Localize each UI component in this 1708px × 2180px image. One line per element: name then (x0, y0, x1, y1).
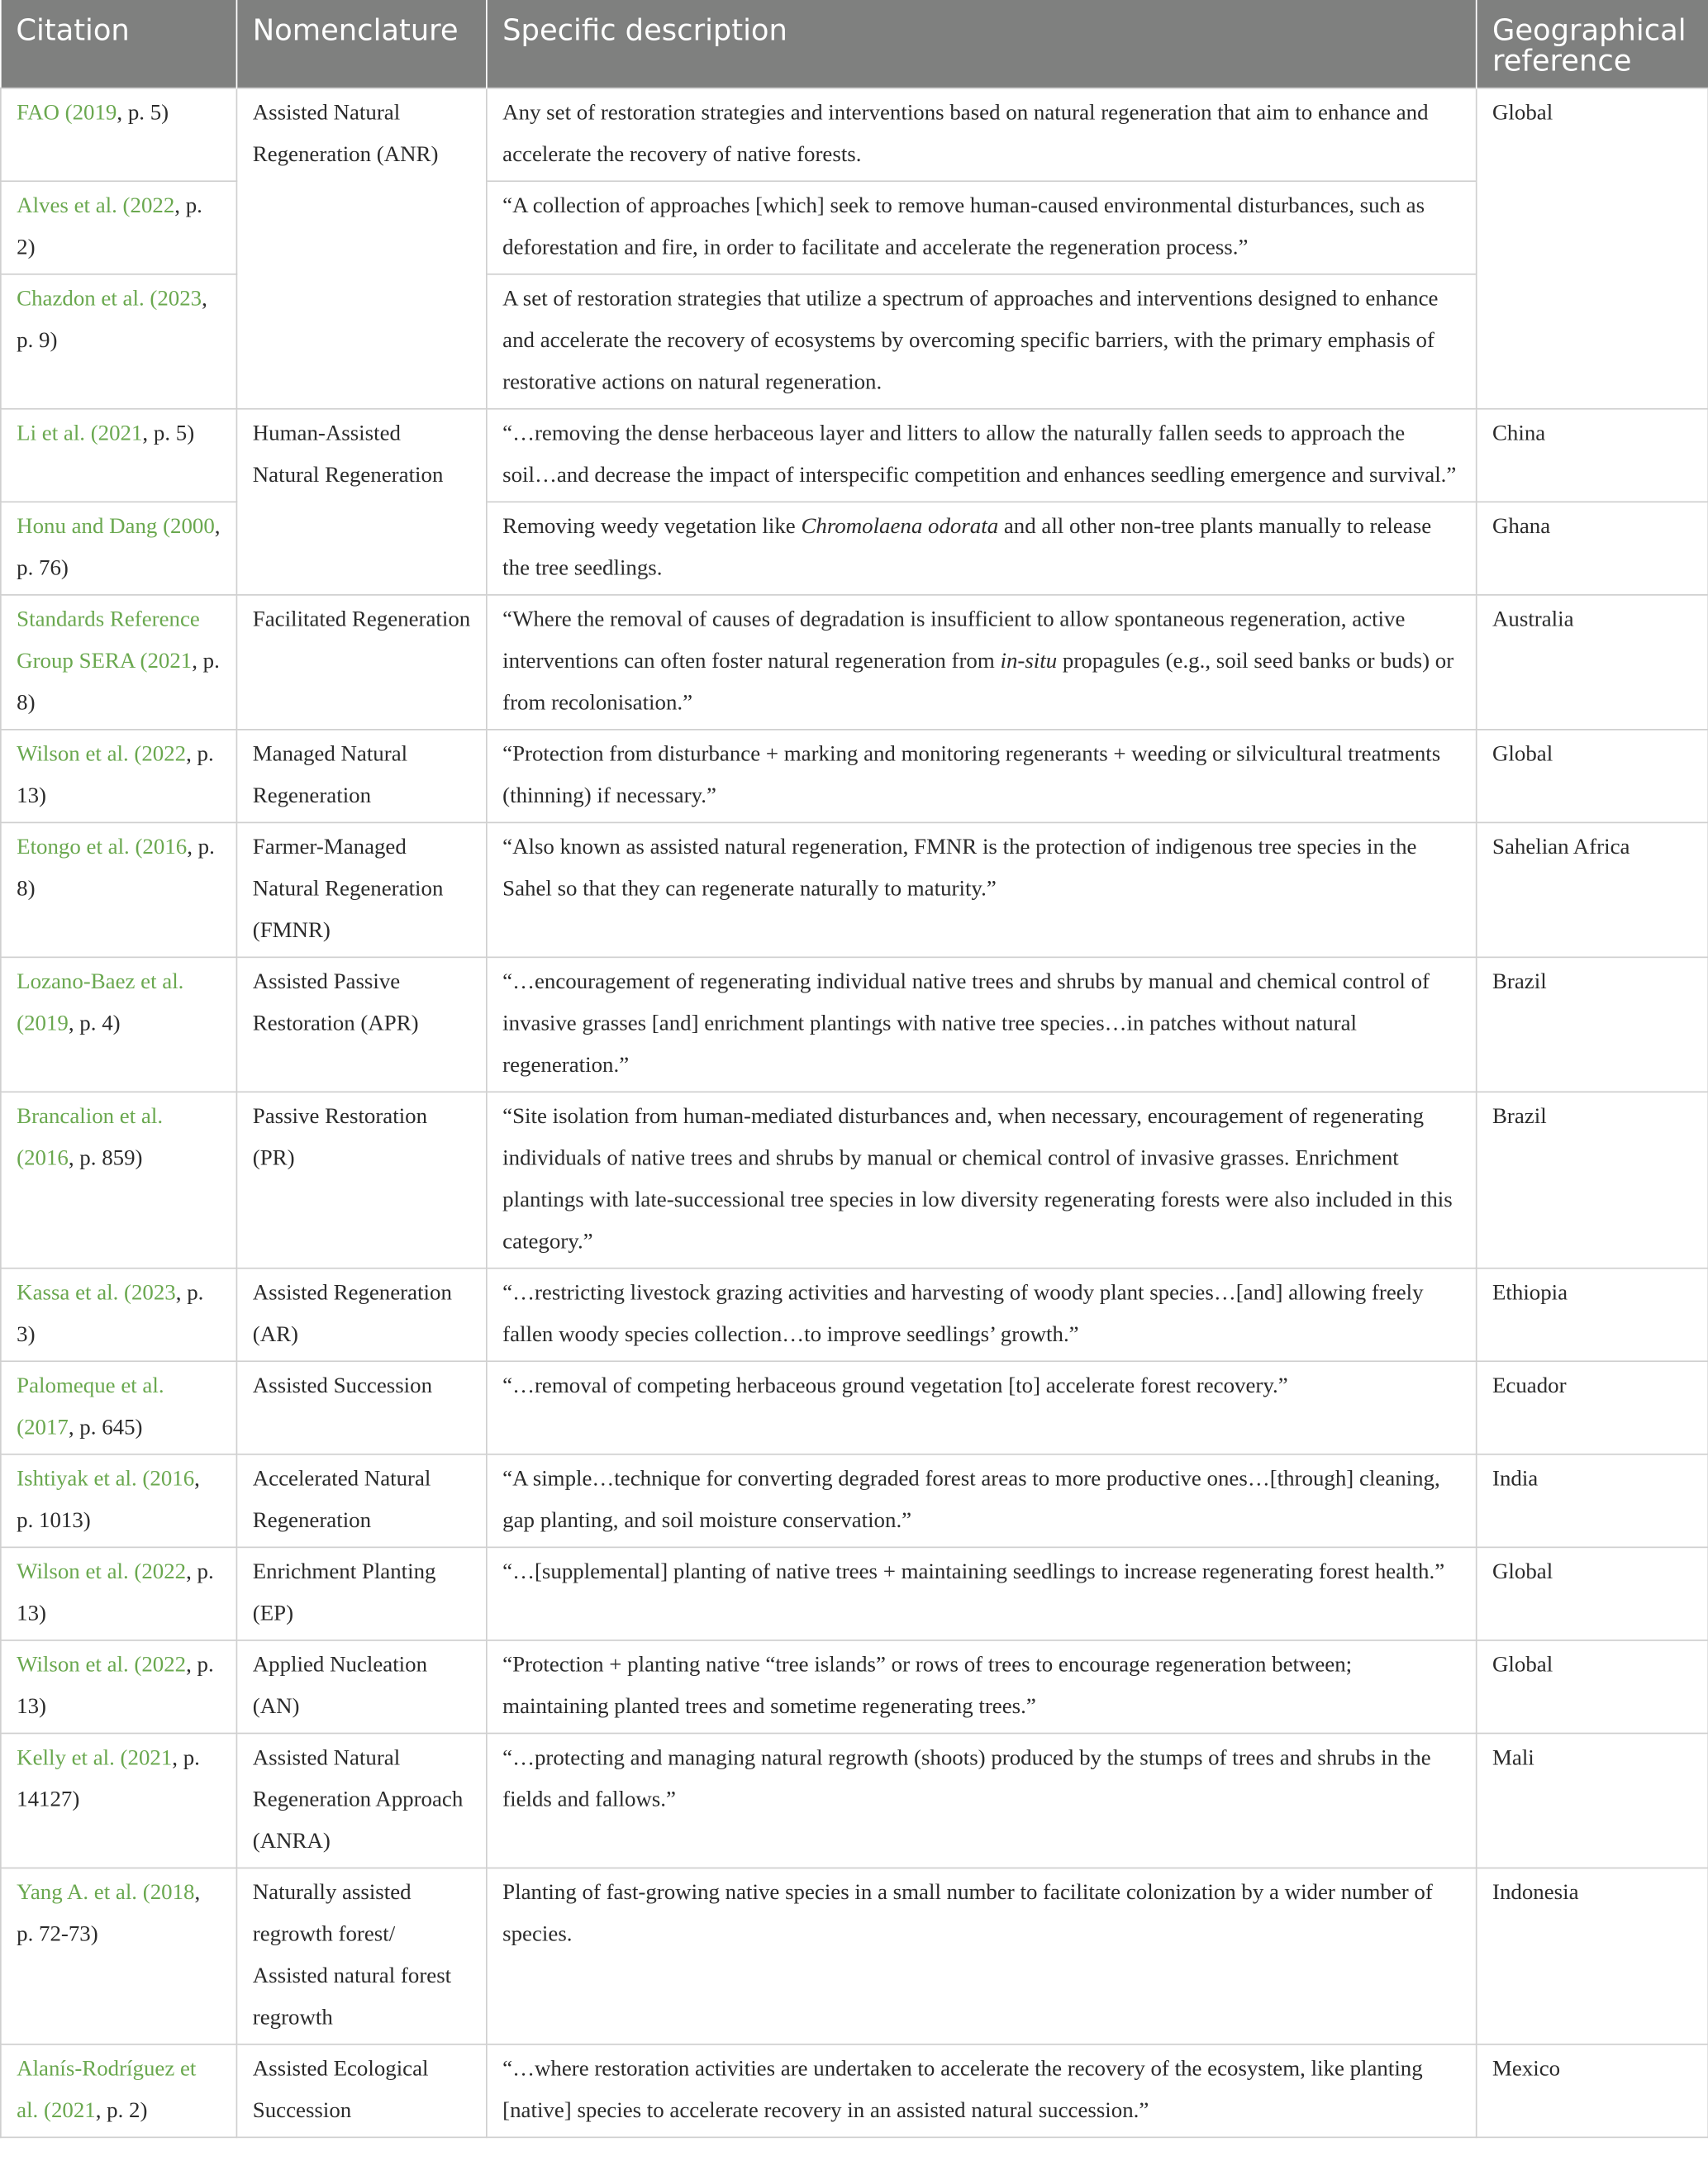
nomenclature-cell: Assisted Regeneration (AR) (236, 1268, 486, 1362)
nomenclature-cell: Assisted Ecological Succession (236, 2044, 486, 2138)
geography-cell: Brazil (1477, 957, 1708, 1092)
citation-cell (1, 1092, 237, 1268)
nomenclature-cell: Assisted Passive Restoration (APR) (236, 957, 486, 1092)
geography-cell: Sahelian Africa (1477, 822, 1708, 957)
description-text: A set of restoration strategies that utilize a spectrum of approaches and interventions designed to enhance and accelerate the recovery of ecosystems by overcoming specific barriers, with the primary emphasis of restorative actions on natural regeneration. (502, 287, 1439, 395)
description-text: “…protecting and managing natural regrowth (shoots) produced by the stumps of trees and shrubs in the fields and fallows.” (502, 1746, 1431, 1812)
description-cell (487, 1454, 1477, 1548)
citation-cell (1, 502, 237, 595)
description-text: Planting of fast-growing native species in a small number to facilitate colonization by a wider number of species. (502, 1881, 1433, 1947)
geography-cell: Mexico (1477, 2044, 1708, 2138)
geography-cell: Ecuador (1477, 1361, 1708, 1454)
description-text: “…removing the dense herbaceous layer and litters to allow the naturally fallen seeds to approach the soil…and decrease the impact of interspecific competition and enhances seedling emergence and survival.” (502, 421, 1457, 488)
table-row (1, 1547, 1708, 1640)
citation-cell (1, 88, 237, 182)
table-row (1, 1733, 1708, 1868)
citation-link[interactable]: Etongo et al. (2016 (17, 835, 188, 859)
citation-link[interactable]: Alves et al. (2022 (17, 194, 175, 218)
citation-link[interactable]: Yang A. et al. (2018 (17, 1881, 195, 1905)
table-row (1, 1092, 1708, 1268)
description-text: “Site isolation from human-mediated disturbances and, when necessary, encouragement of regenerating individuals of native trees and shrubs by manual or chemical control of invasive grasses. Enrichment plantings with late-successional tree species in low diversity regenerating forests were also included in this category.” (502, 1105, 1453, 1254)
citation-page: , p. 13) (17, 742, 214, 808)
geography-cell: Indonesia (1477, 1868, 1708, 2044)
description-cell (487, 957, 1477, 1092)
description-cell (487, 1547, 1477, 1640)
italic-term: Chromolaena odorata (801, 515, 999, 539)
nomenclature-cell: Assisted Natural Regeneration Approach (ANRA) (236, 1733, 486, 1868)
nomenclature-cell: Facilitated Regeneration (236, 595, 486, 730)
description-text: and all other non-tree plants manually to release the tree seedlings. (502, 515, 1432, 581)
nomenclature-cell: Assisted Succession (236, 1361, 486, 1454)
geography-cell: India (1477, 1454, 1708, 1548)
header-nomenclature: Nomenclature (236, 0, 486, 88)
citation-cell (1, 730, 237, 823)
description-cell (487, 181, 1477, 274)
description-cell (487, 409, 1477, 502)
header-citation: Citation (1, 0, 237, 88)
description-text: “…encouragement of regenerating individual native trees and shrubs by manual and chemical control of invasive grasses [and] enrichment plantings with native tree species…in patches without natural regeneration.” (502, 970, 1430, 1078)
geography-cell: Ghana (1477, 502, 1708, 595)
description-text: “Protection + planting native “tree islands” or rows of trees to encourage regeneration between; maintaining planted trees and sometime regenerating trees.” (502, 1653, 1353, 1719)
description-text: “A collection of approaches [which] seek to remove human-caused environmental disturbances, such as deforestation and fire, in order to facilitate and accelerate the regeneration process.” (502, 194, 1425, 260)
citation-cell (1, 181, 237, 274)
geography-cell: Global (1477, 730, 1708, 823)
table-body (1, 88, 1708, 2138)
italic-term: in-situ (1000, 650, 1058, 674)
citation-cell (1, 1268, 237, 1362)
description-text: “Also known as assisted natural regeneration, FMNR is the protection of indigenous tree species in the Sahel so that they can regenerate naturally to maturity.” (502, 835, 1417, 902)
citation-page: , p. 13) (17, 1653, 214, 1719)
citation-cell (1, 822, 237, 957)
nomenclature-cell: Human-Assisted Natural Regeneration (236, 409, 486, 595)
citation-link[interactable]: Standards Reference Group SERA (2021 (17, 607, 200, 674)
citation-link[interactable]: Kassa et al. (2023 (17, 1281, 176, 1306)
description-text: propagules (e.g., soil seed banks or buds) or from recolonisation.” (502, 650, 1454, 716)
nomenclature-cell: Naturally assisted regrowth forest/ Assisted natural forest regrowth (236, 1868, 486, 2044)
citation-cell (1, 2044, 237, 2138)
description-cell (487, 1640, 1477, 1734)
table-row (1, 730, 1708, 823)
geography-cell: Mali (1477, 1733, 1708, 1868)
citation-cell (1, 409, 237, 502)
citation-page: , p. 76) (17, 515, 221, 581)
header-row (1, 0, 1708, 88)
citation-cell (1, 1547, 237, 1640)
citation-page: , p. 72-73) (17, 1881, 201, 1947)
description-cell (487, 502, 1477, 595)
nomenclature-cell: Farmer-Managed Natural Regeneration (FMNR) (236, 822, 486, 957)
citation-cell (1, 1361, 237, 1454)
citation-link[interactable]: Wilson et al. (2022 (17, 742, 187, 767)
citation-page: , p. 2) (95, 2099, 148, 2123)
geography-cell: Global (1477, 88, 1708, 409)
description-cell (487, 88, 1477, 182)
citation-link[interactable]: Palomeque et al. (2017 (17, 1374, 164, 1440)
geography-cell: Ethiopia (1477, 1268, 1708, 1362)
geography-cell: Australia (1477, 595, 1708, 730)
citation-page: , p. 13) (17, 1560, 214, 1626)
description-cell (487, 730, 1477, 823)
table-row (1, 2044, 1708, 2138)
table-row (1, 409, 1708, 502)
citation-page: , p. 645) (68, 1416, 143, 1440)
description-cell (487, 1092, 1477, 1268)
nomenclature-cell: Passive Restoration (PR) (236, 1092, 486, 1268)
citation-link[interactable]: Wilson et al. (2022 (17, 1560, 187, 1584)
geography-cell: Global (1477, 1547, 1708, 1640)
table-row (1, 595, 1708, 730)
description-cell (487, 1268, 1477, 1362)
description-cell (487, 822, 1477, 957)
description-cell (487, 1868, 1477, 2044)
description-text: “…restricting livestock grazing activities and harvesting of woody plant species…[and] allowing freely fallen woody species collection…to improve seedlings’ growth.” (502, 1281, 1424, 1347)
citation-link[interactable]: Honu and Dang (2000 (17, 515, 215, 539)
description-text: “Protection from disturbance + marking and monitoring regenerants + weeding or silvicultural treatments (thinning) if necessary.” (502, 742, 1441, 808)
nomenclature-cell: Applied Nucleation (AN) (236, 1640, 486, 1734)
table-row (1, 1640, 1708, 1734)
header-geography: Geographical reference (1477, 0, 1708, 88)
table-row (1, 88, 1708, 182)
description-text: “…where restoration activities are undertaken to accelerate the recovery of the ecosystem, like planting [native] species to accelerate recovery in an assisted natural succession.” (502, 2057, 1423, 2123)
nomenclature-cell: Managed Natural Regeneration (236, 730, 486, 823)
citation-link[interactable]: Alanís-Rodríguez et al. (2021 (17, 2057, 197, 2123)
citation-link[interactable]: Chazdon et al. (2023 (17, 287, 202, 312)
citation-cell (1, 1733, 237, 1868)
description-text: “A simple…technique for converting degraded forest areas to more productive ones…[through] cleaning, gap planting, and soil moisture conservation.” (502, 1467, 1440, 1533)
citation-link[interactable]: Brancalion et al. (2016 (17, 1105, 164, 1171)
description-text: “Where the removal of causes of degradation is insufficient to allow spontaneous regeneration, active interventions can often foster natural regeneration from (502, 607, 1406, 674)
geography-cell: China (1477, 409, 1708, 502)
citation-link[interactable]: Wilson et al. (2022 (17, 1653, 187, 1678)
citation-page: , p. 8) (17, 835, 215, 902)
citation-page: , p. 8) (17, 650, 220, 716)
citation-page: , p. 4) (68, 1011, 121, 1036)
citation-cell (1, 957, 237, 1092)
description-cell (487, 274, 1477, 409)
description-text: “…[supplemental] planting of native trees + maintaining seedlings to increase regenerating forest health.” (502, 1560, 1445, 1584)
citation-page: , p. 859) (68, 1146, 143, 1171)
nomenclature-cell: Accelerated Natural Regeneration (236, 1454, 486, 1548)
citation-link[interactable]: FAO (2019 (17, 101, 117, 126)
description-text: Removing weedy vegetation like (502, 515, 802, 539)
description-cell (487, 1733, 1477, 1868)
citation-page: , p. 9) (17, 287, 207, 353)
description-cell (487, 595, 1477, 730)
citation-page: , p. 5) (117, 101, 169, 126)
table-row (1, 822, 1708, 957)
geography-cell: Global (1477, 1640, 1708, 1734)
nomenclature-cell: Enrichment Planting (EP) (236, 1547, 486, 1640)
description-text: Any set of restoration strategies and interventions based on natural regeneration that aim to enhance and accelerate the recovery of native forests. (502, 101, 1429, 167)
table-row (1, 1868, 1708, 2044)
citation-link[interactable]: Kelly et al. (2021 (17, 1746, 173, 1770)
citation-cell (1, 274, 237, 409)
table-row (1, 957, 1708, 1092)
citation-cell (1, 1868, 237, 2044)
citation-page: , p. 5) (142, 421, 195, 446)
citation-link[interactable]: Li et al. (2021 (17, 421, 143, 446)
citation-page: , p. 1013) (17, 1467, 200, 1533)
citation-page: , p. 3) (17, 1281, 204, 1347)
header-description: Specific description (487, 0, 1477, 88)
citation-page: , p. 14127) (17, 1746, 200, 1812)
citation-cell (1, 1454, 237, 1548)
citation-link[interactable]: Ishtiyak et al. (2016 (17, 1467, 195, 1492)
citation-cell (1, 1640, 237, 1734)
description-cell (487, 2044, 1477, 2138)
table-row (1, 1454, 1708, 1548)
table-row (1, 1268, 1708, 1362)
citation-link[interactable]: Lozano-Baez et al. (2019 (17, 970, 184, 1036)
description-text: “…removal of competing herbaceous ground vegetation [to] accelerate forest recovery.” (502, 1374, 1288, 1398)
description-cell (487, 1361, 1477, 1454)
citation-cell (1, 595, 237, 730)
nomenclature-cell: Assisted Natural Regeneration (ANR) (236, 88, 486, 409)
geography-cell: Brazil (1477, 1092, 1708, 1268)
table-row (1, 1361, 1708, 1454)
citation-page: , p. 2) (17, 194, 202, 260)
